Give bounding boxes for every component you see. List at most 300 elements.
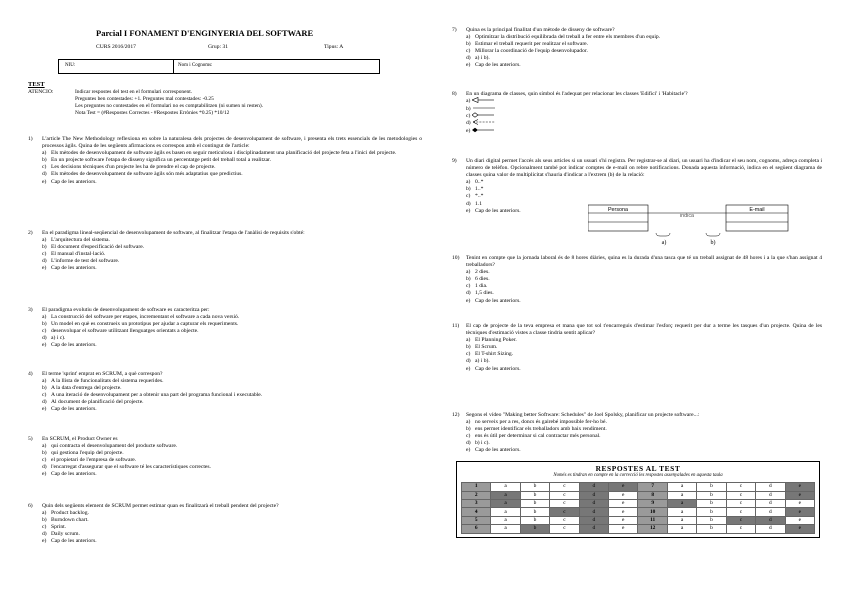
answer-cell-d[interactable]: d bbox=[756, 508, 785, 516]
option-c bbox=[28, 524, 422, 531]
option-text: Sprint. bbox=[51, 524, 67, 531]
option-letter: e) bbox=[42, 471, 47, 478]
answers-table bbox=[461, 482, 815, 533]
question-body: En el paradigma lineal-seqüencial de desenvolupament de software, al finalitzar l'etapa de l'anàlisi de requisits s'obté: bbox=[42, 230, 305, 236]
option-letter: b) bbox=[42, 385, 47, 392]
option-letter: a) bbox=[42, 314, 47, 321]
class-persona: Persona bbox=[607, 207, 629, 213]
option-text: Cap de les anteriors. bbox=[51, 178, 97, 185]
answer-cell-a[interactable]: a bbox=[491, 525, 520, 533]
option-letter: a) bbox=[42, 378, 47, 385]
answer-cell-a[interactable]: a bbox=[667, 483, 696, 491]
option-letter: d) bbox=[42, 335, 47, 342]
answer-question-number: 7 bbox=[638, 483, 667, 491]
question-body: L'article The New Methodology reflexiona en sobre la naturalesa dels projectes de desenvolupament de software, i presenta els trets essencials de les metodologies o processos àgils. Quina de les següents afirmacions es correspon amb el contingut de l'article: bbox=[42, 136, 422, 150]
question-body: Segons el vídeo "Making better Software: Schedules" de Joel Spolsky, planificar un projecte software...: bbox=[466, 412, 700, 418]
option-letter: a) bbox=[42, 150, 47, 157]
answer-cell-e[interactable]: e bbox=[609, 525, 638, 533]
answer-question-number: 12 bbox=[638, 525, 667, 533]
option-letter: e) bbox=[466, 127, 471, 134]
option-text: b) i c). bbox=[475, 440, 490, 447]
answer-row bbox=[462, 525, 815, 533]
question-number: 12) bbox=[452, 412, 460, 418]
answer-cell-a[interactable]: a bbox=[491, 483, 520, 491]
instruction-line: Indicar respostes del test en el formulari corresponent. bbox=[75, 89, 193, 95]
answer-cell-b[interactable]: b bbox=[520, 508, 549, 516]
option-b bbox=[28, 517, 422, 524]
option-c bbox=[452, 283, 822, 290]
option-text: Optimitzar la distribució equilibrada del treball a fer entre els membres d'un equip. bbox=[475, 34, 661, 41]
option-text: 1.1 bbox=[475, 200, 482, 207]
answer-cell-e[interactable]: e bbox=[609, 516, 638, 524]
question-number: 2) bbox=[28, 230, 33, 236]
option-d bbox=[452, 290, 822, 297]
option-d bbox=[28, 399, 422, 406]
answer-question-number: 3 bbox=[462, 499, 491, 507]
question-number: 3) bbox=[28, 307, 33, 313]
answer-cell-e[interactable]: e bbox=[785, 516, 814, 524]
answer-cell-b[interactable]: b bbox=[520, 499, 549, 507]
option-letter: a) bbox=[42, 237, 47, 244]
option-text: A la data d'entrega del projecte. bbox=[51, 385, 122, 392]
option-e bbox=[28, 265, 422, 272]
option-letter: b) bbox=[42, 244, 47, 251]
option-letter: c) bbox=[42, 328, 47, 335]
option-letter: e) bbox=[42, 538, 47, 545]
question-text bbox=[28, 136, 422, 150]
option-text: no serveix per a res, doncs és gairebé impossible fer-ho bé. bbox=[475, 419, 607, 426]
option-text: *..* bbox=[475, 193, 484, 200]
option-letter: d) bbox=[466, 200, 471, 207]
option-d bbox=[28, 258, 422, 265]
answer-cell-c[interactable]: c bbox=[726, 483, 755, 491]
answer-cell-e[interactable]: e bbox=[785, 508, 814, 516]
answer-row bbox=[462, 483, 815, 491]
option-text: El Scrum. bbox=[475, 344, 498, 351]
answer-cell-b[interactable]: b bbox=[697, 499, 726, 507]
option-text: Cap de les anteriors. bbox=[475, 207, 521, 214]
option-letter: e) bbox=[466, 447, 471, 454]
course-year: CURS 2016/2017 bbox=[96, 44, 136, 50]
class-email: E-mail bbox=[749, 207, 765, 213]
option-d bbox=[452, 55, 822, 62]
option-letter: b) bbox=[42, 450, 47, 457]
question-1 bbox=[28, 136, 422, 186]
option-text: L'informe de test del software. bbox=[51, 258, 120, 265]
question-text bbox=[452, 158, 822, 179]
option-e bbox=[28, 179, 422, 186]
option-letter: d) bbox=[42, 258, 47, 265]
answer-cell-c[interactable]: c bbox=[550, 483, 579, 491]
option-letter: b) bbox=[466, 105, 471, 112]
option-a bbox=[28, 314, 422, 321]
option-letter: b) bbox=[466, 276, 471, 283]
answer-cell-c[interactable]: c bbox=[550, 516, 579, 524]
option-letter: b) bbox=[466, 426, 471, 433]
answer-cell-d[interactable]: d bbox=[579, 516, 608, 524]
option-c bbox=[452, 48, 822, 55]
question-body: En SCRUM, el Product Owner es bbox=[42, 436, 118, 442]
option-letter: e) bbox=[466, 297, 471, 304]
option-text: Al document de planificació del projecte. bbox=[51, 399, 144, 406]
question-text bbox=[452, 255, 822, 269]
option-letter: c) bbox=[42, 457, 47, 464]
option-a bbox=[452, 179, 822, 186]
answer-cell-c[interactable]: c bbox=[726, 516, 755, 524]
option-text: Daily scrum. bbox=[51, 531, 80, 538]
option-letter: c) bbox=[466, 351, 471, 358]
answer-cell-b[interactable]: b bbox=[697, 483, 726, 491]
question-11 bbox=[452, 323, 822, 373]
question-number: 6) bbox=[28, 503, 33, 509]
option-d bbox=[28, 464, 422, 471]
option-c bbox=[28, 328, 422, 335]
question-text bbox=[452, 323, 822, 337]
answer-cell-d[interactable]: d bbox=[756, 525, 785, 533]
option-letter: a) bbox=[466, 269, 471, 276]
answer-cell-b[interactable]: b bbox=[520, 483, 549, 491]
option-text: Cap de les anteriors. bbox=[51, 342, 97, 349]
name-label: Nom i Cognoms: bbox=[178, 63, 213, 68]
option-letter: c) bbox=[466, 113, 471, 120]
answer-cell-b[interactable]: b bbox=[697, 516, 726, 524]
association-label: indica bbox=[679, 213, 695, 219]
question-body: El paradigma evolutiu de desenvolupament de software es caracteritza per: bbox=[42, 307, 210, 313]
option-c bbox=[452, 433, 822, 440]
option-text: En un projecte software l'etapa de disseny significa un percentatge petit del treball total a realitzar. bbox=[51, 157, 272, 164]
group: Grup: 31 bbox=[208, 44, 229, 50]
option-e bbox=[452, 62, 822, 69]
option-letter: b) bbox=[466, 344, 471, 351]
answer-cell-b[interactable]: b bbox=[520, 516, 549, 524]
option-text: a) i c). bbox=[51, 335, 66, 342]
option-letter: a) bbox=[42, 443, 47, 450]
exam-title: Parcial I FONAMENT D'ENGINYERIA DEL SOFTWARE bbox=[96, 28, 314, 38]
answer-cell-d[interactable]: d bbox=[756, 483, 785, 491]
question-body: Un diari digital permet l'accés als seus articles si un usuari s'hi registra. Per registrar-se al diari, un usuari ha d'indicar el seu nom, cognoms, adreça completa i número de telèfon. Opcionalment també pot indicar comptes de e-mail on rebre notificacions. Donada aquesta informació, indica en el següent diagrama de classes quina valor de multiplicitat s'hauria d'indicar a l'extrem (b) de la relació: bbox=[466, 158, 822, 179]
exam-type: Tipus: A bbox=[324, 44, 344, 50]
option-text: el propietari de l'empresa de software. bbox=[51, 457, 137, 464]
option-text: El document d'especificació del software. bbox=[51, 244, 145, 251]
answer-cell-a[interactable]: a bbox=[667, 516, 696, 524]
answer-cell-e[interactable]: e bbox=[609, 491, 638, 499]
question-number: 9) bbox=[452, 158, 457, 164]
option-text: Cap de les anteriors. bbox=[51, 406, 97, 413]
question-number: 10) bbox=[452, 255, 460, 261]
instruction-line: Nota Test = (#Respostes Correctes - #Respostes Errònies *0.25) *10/12 bbox=[75, 110, 230, 116]
option-text: ens permet identificar els treballadors amb baix rendiment. bbox=[475, 426, 607, 433]
option-a bbox=[28, 378, 422, 385]
answer-cell-e[interactable]: e bbox=[785, 491, 814, 499]
answer-question-number: 6 bbox=[462, 525, 491, 533]
option-letter: d) bbox=[42, 531, 47, 538]
answer-row bbox=[462, 508, 815, 516]
option-d bbox=[452, 440, 822, 447]
option-text: ens és útil per determinar si cal contractar més personal. bbox=[475, 433, 601, 440]
answer-row bbox=[462, 499, 815, 507]
option-text: Cap de les anteriors. bbox=[475, 297, 521, 304]
option-letter: a) bbox=[466, 98, 471, 105]
option-text: desenvolupar el software utilitzant llenguatges orientats a objecte. bbox=[51, 328, 199, 335]
option-letter: d) bbox=[42, 171, 47, 178]
option-e bbox=[28, 538, 422, 545]
answer-cell-d[interactable]: d bbox=[579, 499, 608, 507]
option-text: La construcció del software per etapes, incrementant el software a cada nova versió. bbox=[51, 314, 240, 321]
option-b bbox=[28, 244, 422, 251]
answer-question-number: 9 bbox=[638, 499, 667, 507]
question-7 bbox=[452, 27, 822, 70]
question-text bbox=[28, 230, 422, 237]
answer-cell-b[interactable]: b bbox=[520, 525, 549, 533]
answer-cell-a[interactable]: a bbox=[667, 525, 696, 533]
end-label-a: a) bbox=[661, 240, 667, 246]
option-text: qui gestiona l'equip del projecte. bbox=[51, 450, 124, 457]
answer-cell-a[interactable]: a bbox=[667, 491, 696, 499]
answer-cell-d[interactable]: d bbox=[579, 491, 608, 499]
option-text: 1,5 dies. bbox=[475, 290, 494, 297]
option-text: Els mètodes de desenvolupament de software àgils són més adaptatius que predictius. bbox=[51, 171, 243, 178]
question-body: El terme 'sprint' emprat en SCRUM, a què correspon? bbox=[42, 371, 163, 377]
class-diagram-svg bbox=[588, 204, 818, 246]
question-text bbox=[28, 503, 422, 510]
option-text: Millorar la coordinació de l'equip desenvolupador. bbox=[475, 48, 588, 55]
option-letter: b) bbox=[42, 321, 47, 328]
option-text: El Planning Poker. bbox=[475, 337, 517, 344]
answer-cell-e[interactable]: e bbox=[609, 499, 638, 507]
answer-cell-a[interactable]: a bbox=[491, 516, 520, 524]
class-diagram bbox=[588, 204, 818, 249]
answer-cell-a[interactable]: a bbox=[491, 499, 520, 507]
answer-question-number: 1 bbox=[462, 483, 491, 491]
option-text: 6 dies. bbox=[475, 276, 490, 283]
question-number: 7) bbox=[452, 27, 457, 33]
answer-cell-a[interactable]: a bbox=[491, 491, 520, 499]
option-letter: d) bbox=[466, 440, 471, 447]
option-letter: d) bbox=[42, 464, 47, 471]
option-e bbox=[28, 406, 422, 413]
option-letter: c) bbox=[42, 392, 47, 399]
option-letter: a) bbox=[42, 510, 47, 517]
option-d bbox=[28, 335, 422, 342]
option-text: El T-shirt Sizing. bbox=[475, 351, 514, 358]
option-letter: c) bbox=[466, 193, 471, 200]
option-letter: e) bbox=[42, 178, 47, 185]
option-text: Un model en què es construeix un prototipus per ajudar a capturar els requeriments. bbox=[51, 321, 239, 328]
option-e bbox=[452, 366, 822, 373]
option-text: 1 dia. bbox=[475, 283, 488, 290]
question-2 bbox=[28, 230, 422, 273]
option-letter: b) bbox=[466, 186, 471, 193]
option-letter: a) bbox=[466, 419, 471, 426]
option-letter: c) bbox=[42, 164, 47, 171]
option-letter: d) bbox=[466, 290, 471, 297]
option-text: Cap de les anteriors. bbox=[51, 538, 97, 545]
answer-cell-e[interactable]: e bbox=[609, 483, 638, 491]
question-number: 5) bbox=[28, 436, 33, 442]
option-letter: e) bbox=[466, 207, 471, 214]
answer-cell-e[interactable]: e bbox=[785, 525, 814, 533]
option-text: Cap de les anteriors. bbox=[475, 365, 521, 372]
option-letter: d) bbox=[466, 120, 471, 127]
question-body: En un diagrama de classes, quin símbol és l'adequat per relacionar les classes 'Edifici' i 'Habitacle'? bbox=[466, 91, 688, 97]
answer-question-number: 8 bbox=[638, 491, 667, 499]
question-number: 4) bbox=[28, 371, 33, 377]
option-letter: c) bbox=[466, 433, 471, 440]
answer-cell-e[interactable]: e bbox=[785, 483, 814, 491]
option-b bbox=[452, 105, 822, 112]
option-e bbox=[452, 128, 822, 135]
option-text: Els mètodes de desenvolupament de software àgils es basen en seguir meticulosa i disciplinadament una planificació del projecte feta a l'inici del projecte. bbox=[51, 150, 397, 157]
option-text: a) i b). bbox=[475, 358, 490, 365]
question-12 bbox=[452, 412, 822, 455]
option-text: Cap de les anteriors. bbox=[475, 447, 521, 454]
option-letter: e) bbox=[466, 62, 471, 69]
answer-cell-c[interactable]: c bbox=[726, 491, 755, 499]
option-letter: b) bbox=[42, 157, 47, 164]
instructions bbox=[75, 89, 415, 117]
option-text: A una iteració de desenvolupament per a obtenir una part del programa funcional i executable. bbox=[51, 392, 263, 399]
question-4 bbox=[28, 371, 422, 414]
niu-label: NIU: bbox=[65, 63, 76, 68]
option-e bbox=[452, 447, 822, 454]
answer-cell-c[interactable]: c bbox=[550, 525, 579, 533]
answer-cell-d[interactable]: d bbox=[756, 499, 785, 507]
answer-cell-b[interactable]: b bbox=[520, 491, 549, 499]
option-text: Cap de les anteriors. bbox=[475, 62, 521, 69]
answer-cell-c[interactable]: c bbox=[726, 525, 755, 533]
student-info-box bbox=[58, 59, 380, 74]
answer-cell-d[interactable]: d bbox=[579, 525, 608, 533]
option-text: 1..* bbox=[475, 186, 484, 193]
answer-cell-d[interactable]: d bbox=[756, 491, 785, 499]
option-e bbox=[28, 471, 422, 478]
answer-question-number: 11 bbox=[638, 516, 667, 524]
option-text: Cap de les anteriors. bbox=[51, 265, 97, 272]
answer-cell-d[interactable]: d bbox=[756, 516, 785, 524]
answer-cell-c[interactable]: c bbox=[550, 508, 579, 516]
instruction-line: Les preguntes no contestades en el formulari no es comptabilitzen (ni sumen ni resten). bbox=[75, 103, 264, 109]
option-letter: e) bbox=[42, 265, 47, 272]
option-letter: e) bbox=[42, 342, 47, 349]
option-b bbox=[452, 344, 822, 351]
question-body: El cap de projecte de la teva empresa et mana que tot sol t'encarreguis d'estimar l'esforç requerit per dur a terme les tasques d'un projecte. Quina de les tècniques d'estimació vistes a classe tindria sentit aplicar? bbox=[466, 323, 822, 337]
test-heading: TEST bbox=[28, 81, 45, 88]
option-text: Les decisions tècniques d'un projecte les ha de prendre el cap de projecte. bbox=[51, 164, 216, 171]
answer-question-number: 5 bbox=[462, 516, 491, 524]
option-letter: c) bbox=[42, 251, 47, 258]
option-a bbox=[452, 269, 822, 276]
option-letter: e) bbox=[42, 406, 47, 413]
answer-row bbox=[462, 516, 815, 524]
option-text: l'encarregat d'assegurar que el software té les característiques correctes. bbox=[51, 464, 211, 471]
atencio-label: ATENCIO: bbox=[28, 89, 54, 95]
answer-question-number: 4 bbox=[462, 508, 491, 516]
option-c bbox=[452, 113, 822, 120]
option-d bbox=[452, 120, 822, 127]
answer-cell-b[interactable]: b bbox=[697, 525, 726, 533]
question-6 bbox=[28, 503, 422, 546]
answers-table-box bbox=[456, 461, 820, 538]
answer-cell-c[interactable]: c bbox=[550, 491, 579, 499]
question-5 bbox=[28, 436, 422, 479]
option-d bbox=[28, 171, 422, 178]
question-body: Quina es la principal finalitat d'un mètode de disseny de software? bbox=[466, 27, 615, 33]
answer-cell-c[interactable]: c bbox=[550, 499, 579, 507]
question-body: Tenint en compte que la jornada laboral és de 8 hores diàries, quina es la durada d'una tasca que té un treball assignat de 48 hores i a la que s'han assignat 4 treballadors? bbox=[466, 255, 822, 269]
option-text: Burndown chart. bbox=[51, 517, 89, 524]
question-number: 8) bbox=[452, 91, 457, 97]
question-number: 1) bbox=[28, 136, 33, 142]
question-8 bbox=[452, 91, 822, 135]
option-letter: a) bbox=[466, 337, 471, 344]
option-text: A la llista de funcionalitats del sistema requerides. bbox=[51, 378, 164, 385]
option-text: 0..* bbox=[475, 179, 484, 186]
option-letter: c) bbox=[42, 524, 47, 531]
answer-cell-e[interactable]: e bbox=[609, 508, 638, 516]
option-letter: c) bbox=[466, 283, 471, 290]
end-label-b: b) bbox=[710, 240, 716, 246]
answer-cell-e[interactable]: e bbox=[785, 499, 814, 507]
option-letter: a) bbox=[466, 179, 471, 186]
option-b bbox=[452, 426, 822, 433]
option-a bbox=[452, 98, 822, 105]
option-letter: d) bbox=[42, 399, 47, 406]
option-text: qui contracta el desenvolupament del producte software. bbox=[51, 443, 178, 450]
option-letter: b) bbox=[42, 517, 47, 524]
answer-cell-a[interactable]: a bbox=[667, 499, 696, 507]
answer-cell-c[interactable]: c bbox=[726, 508, 755, 516]
option-a bbox=[452, 337, 822, 344]
option-text: 2 dies. bbox=[475, 269, 490, 276]
option-letter: e) bbox=[466, 365, 471, 372]
option-text: L'arquitectura del sistema. bbox=[51, 237, 110, 244]
option-b bbox=[452, 186, 822, 193]
answer-row bbox=[462, 491, 815, 499]
question-text bbox=[452, 91, 822, 98]
option-b bbox=[28, 157, 422, 164]
option-b bbox=[452, 41, 822, 48]
option-letter: c) bbox=[466, 48, 471, 55]
answer-question-number: 10 bbox=[638, 508, 667, 516]
option-text: Estimar el treball requerit per realitzar el software. bbox=[475, 41, 589, 48]
option-text: Cap de les anteriors. bbox=[51, 471, 97, 478]
option-c bbox=[452, 193, 822, 200]
option-text: Product backlog. bbox=[51, 510, 89, 517]
question-number: 11) bbox=[452, 323, 460, 329]
question-body: Quin dels següents element de SCRUM permet estimar quan es finalitzarà el treball pendent del projecte? bbox=[42, 503, 279, 509]
answer-cell-a[interactable]: a bbox=[667, 508, 696, 516]
option-a bbox=[28, 510, 422, 517]
option-d bbox=[28, 531, 422, 538]
question-10 bbox=[452, 255, 822, 305]
uml-relation-icon bbox=[470, 127, 494, 136]
answer-cell-b[interactable]: b bbox=[697, 491, 726, 499]
option-a bbox=[28, 443, 422, 450]
answer-cell-a[interactable]: a bbox=[491, 508, 520, 516]
option-letter: a) bbox=[466, 34, 471, 41]
answer-cell-c[interactable]: c bbox=[726, 499, 755, 507]
option-b bbox=[452, 276, 822, 283]
answer-question-number: 2 bbox=[462, 491, 491, 499]
option-e bbox=[28, 342, 422, 349]
option-c bbox=[452, 351, 822, 358]
answer-cell-d[interactable]: d bbox=[579, 508, 608, 516]
answer-cell-d[interactable]: d bbox=[579, 483, 608, 491]
option-text: a) i b). bbox=[475, 55, 490, 62]
answer-cell-b[interactable]: b bbox=[697, 508, 726, 516]
instruction-line: Preguntes ben contestades: +1. Preguntes mal contestades: -0.25 bbox=[75, 96, 214, 102]
question-3 bbox=[28, 307, 422, 350]
